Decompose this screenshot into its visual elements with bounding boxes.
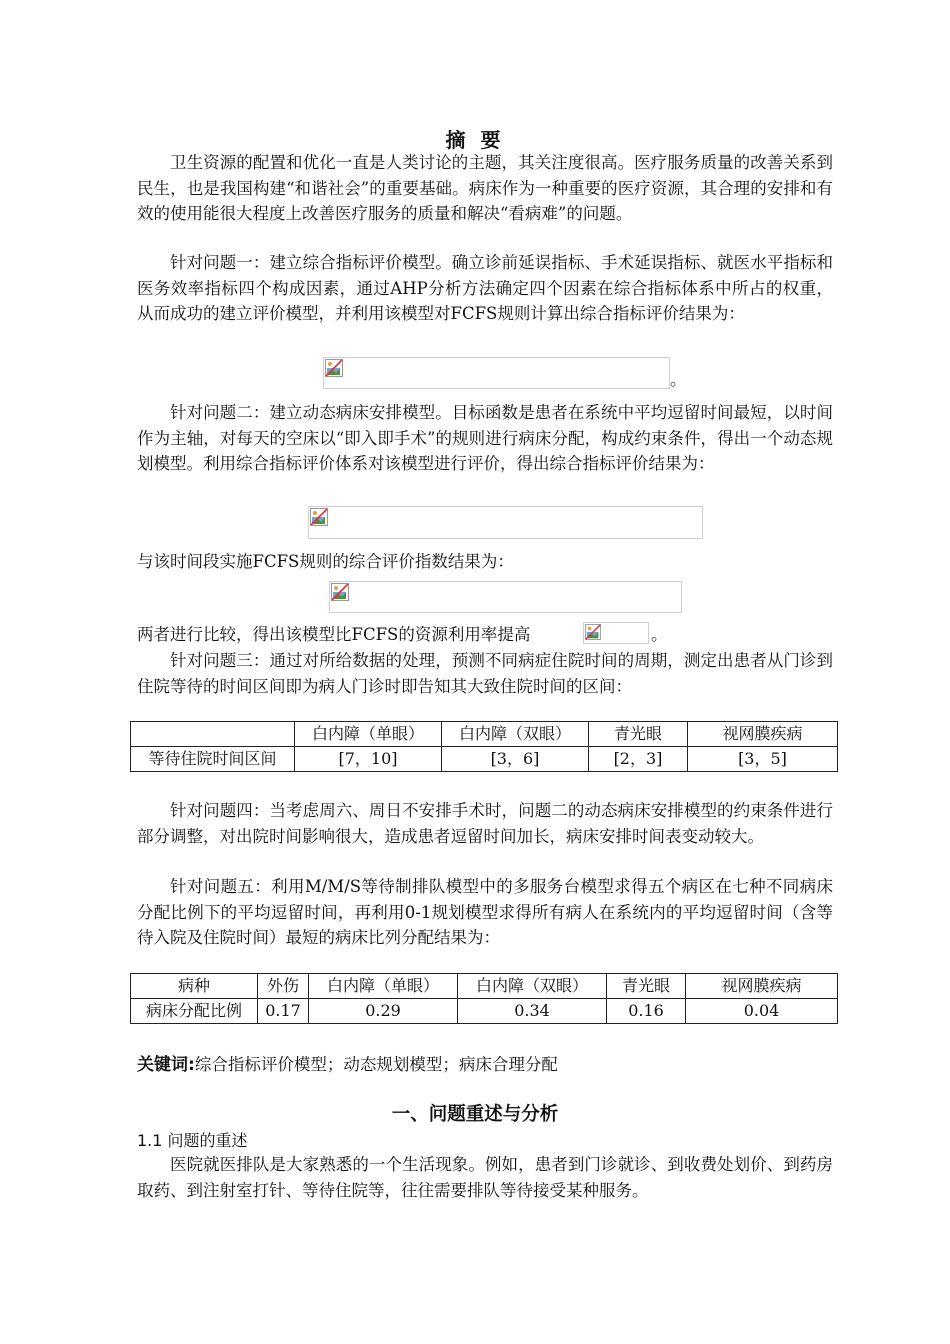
table-row	[131, 999, 838, 1024]
broken-image-icon	[331, 583, 349, 601]
table-row-label: 病床分配比例	[131, 999, 258, 1024]
table-row-label: 等待住院时间区间	[131, 747, 295, 772]
table-header-cell: 青光眼	[589, 722, 688, 747]
abstract-paragraph-4: 与该时间段实施FCFS规则的综合评价指数结果为：	[137, 552, 514, 571]
table-cell: [3，5]	[688, 747, 838, 772]
abstract-paragraph-7: 针对问题四：当考虑周六、周日不安排手术时，问题二的动态病床安排模型的约束条件进行部分调整，对出院时间影响很大，造成患者逗留时间加长，病床安排时间表变动较大。	[137, 801, 833, 846]
keywords-line	[137, 1050, 558, 1075]
table-header-cell: 视网膜疾病	[688, 722, 838, 747]
abstract-title: 摘 要	[445, 128, 505, 152]
table-header-cell: 病种	[131, 974, 258, 999]
section-heading: 一、问题重述与分析	[391, 1104, 559, 1125]
formula-image-1	[323, 357, 670, 389]
abstract-paragraph-3: 针对问题二：建立动态病床安排模型。目标函数是患者在系统中平均逗留时间最短，以时间作为主轴，对每天的空床以“即入即手术”的规则进行病床分配，构成约束条件，得出一个动态规划模型。利用综合指标评价体系对该模型进行评价，得出综合指标评价结果为：	[137, 403, 833, 473]
formula-1-period: 。	[670, 370, 687, 389]
keywords-text: 综合指标评价模型；动态规划模型；病床合理分配	[194, 1055, 558, 1074]
keywords-label: 关键词:	[137, 1055, 195, 1075]
table-cell: 0.29	[309, 999, 458, 1024]
broken-image-icon	[585, 624, 601, 640]
bed-allocation-table	[130, 973, 838, 1024]
abstract-paragraph-6: 针对问题三：通过对所给数据的处理，预测不同病症住院时间的周期，测定出患者从门诊到住院等待的时间区间即为病人门诊时即告知其大致住院时间的区间：	[137, 651, 833, 696]
formula-image-4	[583, 622, 649, 644]
formula-image-2	[308, 506, 703, 539]
table-row	[131, 747, 838, 772]
table-header-row	[131, 974, 838, 999]
table-cell: [7，10]	[295, 747, 442, 772]
waiting-interval-table	[130, 721, 838, 772]
broken-image-icon	[325, 359, 343, 377]
formula-image-3	[329, 581, 682, 613]
table-header-cell: 视网膜疾病	[686, 974, 838, 999]
abstract-paragraph-2: 针对问题一：建立综合指标评价模型。确立诊前延误指标、手术延误指标、就医水平指标和医务效率指标四个构成因素，通过AHP分析方法确定四个因素在综合指标体系中所占的权重，从而成功的建立评价模型，并利用该模型对FCFS规则计算出综合指标评价结果为：	[137, 253, 833, 323]
table-cell: 0.16	[607, 999, 686, 1024]
table-header-cell: 外伤	[258, 974, 309, 999]
table-header-cell: 白内障（双眼）	[458, 974, 607, 999]
table-cell: 0.17	[258, 999, 309, 1024]
table-cell: [3，6]	[442, 747, 589, 772]
broken-image-icon	[310, 508, 328, 526]
table-header-row	[131, 722, 838, 747]
table-header-cell: 白内障（单眼）	[309, 974, 458, 999]
table-header-cell: 白内障（单眼）	[295, 722, 442, 747]
table-cell: 0.04	[686, 999, 838, 1024]
abstract-paragraph-8: 针对问题五：利用M/M/S等待制排队模型中的多服务台模型求得五个病区在七种不同病床分配比例下的平均逗留时间，再利用0-1规划模型求得所有病人在系统内的平均逗留时间（含等待入院及住院时间）最短的病床比列分配结果为：	[137, 877, 833, 947]
table-header-cell	[131, 722, 295, 747]
table-header-cell: 白内障（双眼）	[442, 722, 589, 747]
table-cell: [2，3]	[589, 747, 688, 772]
table-cell: 0.34	[458, 999, 607, 1024]
body-paragraph-1: 医院就医排队是大家熟悉的一个生活现象。例如，患者到门诊就诊、到收费处划价、到药房取药、到注射室打针、等待住院等，往往需要排队等待接受某种服务。	[137, 1155, 833, 1200]
subsection-heading: 1.1 问题的重述	[137, 1131, 248, 1150]
abstract-paragraph-5: 两者进行比较，得出该模型比FCFS的资源利用率提高	[137, 625, 531, 644]
formula-4-period: 。	[651, 625, 668, 644]
table-header-cell: 青光眼	[607, 974, 686, 999]
abstract-paragraph-1: 卫生资源的配置和优化一直是人类讨论的主题，其关注度很高。医疗服务质量的改善关系到民生，也是我国构建“和谐社会”的重要基础。病床作为一种重要的医疗资源，其合理的安排和有效的使用能很大程度上改善医疗服务的质量和解决“看病难”的问题。	[137, 153, 833, 223]
